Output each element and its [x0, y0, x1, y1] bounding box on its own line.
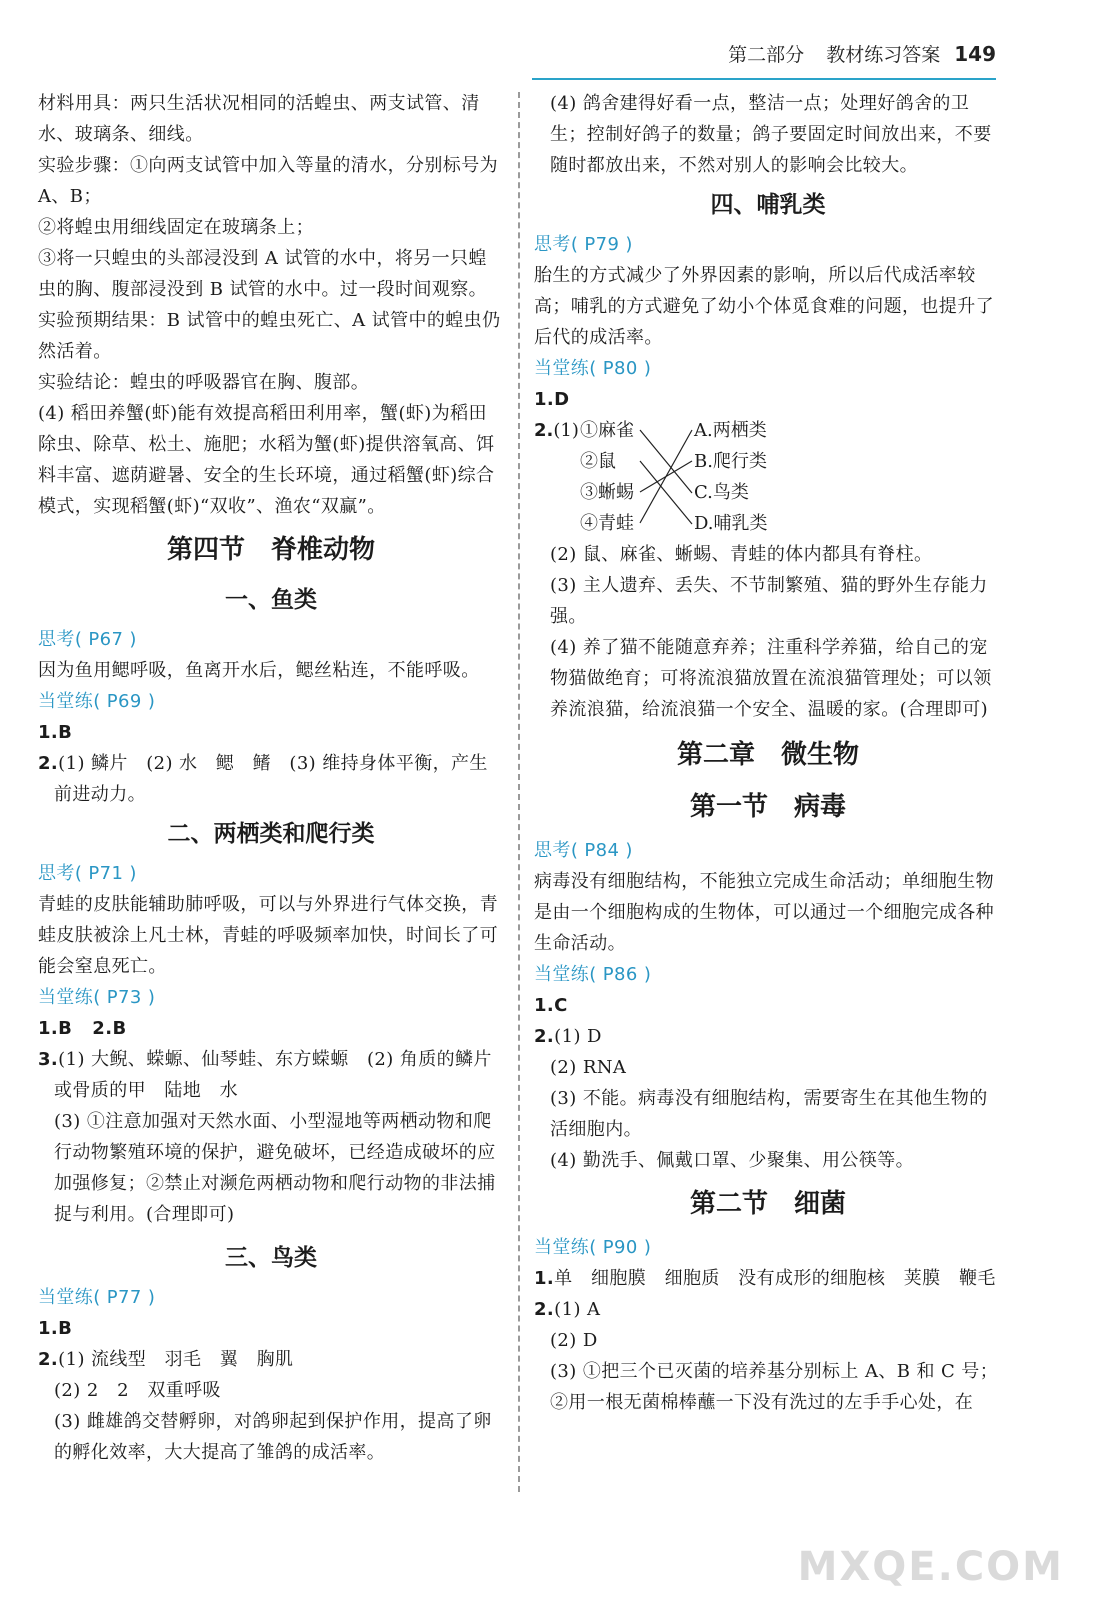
- bird-answer-2-part4: (4) 鸽舍建得好看一点，整洁一点；处理好鸽舍的卫生；控制好鸽子的数量；鸽子要固定时间放出来，不要随时都放出来，不然对别人的影响会比较大。: [550, 93, 992, 176]
- amph-answer-1-2: 1.B 2.B: [38, 1018, 127, 1039]
- bacteria-answer-2: 2.(1) A: [534, 1299, 601, 1320]
- mammal-think-text: 胎生的方式减少了外界因素的影响，所以后代成活率较高；哺乳的方式避免了幼小个体觅食难的问题，也提升了后代的成活率。: [534, 265, 994, 348]
- virus-answer-2: 2.(1) D: [534, 1026, 602, 1047]
- match-right-d: D.哺乳类: [694, 513, 768, 534]
- matching-diagram: [534, 415, 1002, 539]
- bird-answer-2: 2.(1) 流线型 羽毛 翼 胸肌: [38, 1349, 294, 1370]
- right-column: [534, 88, 1002, 1418]
- watermark: MXQE.COM: [797, 1544, 1064, 1590]
- think-label-fish: 思考( P67 ): [38, 629, 137, 650]
- bacteria-answer-2-part3: (3) ①把三个已灭菌的培养基分别标上 A、B 和 C 号；: [550, 1361, 999, 1382]
- practice-label-amph: 当堂练( P73 ): [38, 987, 156, 1008]
- chapter-heading-microbes: 第二章 微生物: [676, 740, 859, 770]
- fish-answer-2: 2.(1) 鳞片 (2) 水 鳃 鳍 (3) 维持身体平衡，产生前进动力。: [38, 753, 488, 805]
- mammal-answer-2-sub: (1): [553, 420, 579, 441]
- section-heading-vertebrates: 第四节 脊椎动物: [166, 535, 375, 565]
- practice-label-mammal: 当堂练( P80 ): [534, 358, 652, 379]
- materials-text: 材料用具：两只生活状况相同的活蝗虫、两支试管、清水、玻璃条、细线。: [38, 93, 480, 145]
- matching-lines: [638, 415, 698, 539]
- section-heading-bacteria: 第二节 细菌: [689, 1189, 846, 1219]
- bird-answer-2-part2: (2) 2 2 双重呼吸: [54, 1380, 221, 1401]
- practice-label-fish: 当堂练( P69 ): [38, 691, 156, 712]
- header-section: 第二部分: [728, 44, 805, 66]
- match-left-2: ②鼠: [580, 451, 616, 472]
- virus-answer-2-part3: (3) 不能。病毒没有细胞结构，需要寄生在其他生物的活细胞内。: [550, 1088, 988, 1140]
- match-line-1-c: [640, 430, 692, 493]
- subheading-amphibians: 二、两栖类和爬行类: [167, 821, 375, 847]
- mammal-answer-1: 1.D: [534, 389, 570, 410]
- subheading-mammals: 四、哺乳类: [710, 192, 826, 218]
- virus-think-text: 病毒没有细胞结构，不能独立完成生命活动；单细胞生物是由一个细胞构成的生物体，可以通过一个细胞完成各种生命活动。: [534, 871, 994, 954]
- subheading-fish: 一、鱼类: [225, 587, 317, 613]
- step3-text: ③将一只蝗虫的头部浸没到 A 试管的水中，将另一只蝗虫的胸、腹部浸没到 B 试管的水中。过一段时间观察。: [38, 248, 488, 300]
- left-column: [38, 88, 504, 1468]
- mammal-answer-2-part3: (3) 主人遗弃、丢失、不节制繁殖、猫的野外生存能力强。: [550, 575, 988, 627]
- practice-label-virus: 当堂练( P86 ): [534, 964, 652, 985]
- header-rule: [532, 78, 996, 80]
- subheading-birds: 三、鸟类: [225, 1245, 317, 1271]
- header-title: 教材练习答案: [826, 44, 941, 66]
- page-number: 149: [954, 42, 996, 66]
- column-divider: [518, 92, 520, 1492]
- mammal-answer-2-part4: (4) 养了猫不能随意弃养；注重科学养猫，给自己的宠物猫做绝育；可将流浪猫放置在流浪猫管理处；可以领养流浪猫，给流浪猫一个安全、温暖的家。(合理即可): [550, 637, 992, 720]
- mammal-answer-2-num: 2.: [534, 420, 554, 441]
- bird-answer-2-part3: (3) 雌雄鸽交替孵卵，对鸽卵起到保护作用，提高了卵的孵化效率，大大提高了雏鸽的成活率。: [54, 1411, 492, 1463]
- amph-answer-3-part3: (3) ①注意加强对天然水面、小型湿地等两栖动物和爬行动物繁殖环境的保护，避免破坏，已经造成破坏的应加强修复；②禁止对濒危两栖动物和爬行动物的非法捕捉与利用。(合理即可): [54, 1111, 496, 1225]
- match-line-4-a: [640, 430, 692, 523]
- amph-think-text: 青蛙的皮肤能辅助肺呼吸，可以与外界进行气体交换，青蛙皮肤被涂上凡士林，青蛙的呼吸频率加快，时间长了可能会窒息死亡。: [38, 894, 498, 977]
- match-right-a: A.两栖类: [694, 420, 767, 441]
- step2-text: ②将蝗虫用细线固定在玻璃条上；: [38, 217, 314, 238]
- amph-answer-3: 3.(1) 大鲵、蝾螈、仙琴蛙、东方蝾螈 (2) 角质的鳞片或骨质的甲 陆地 水: [38, 1049, 492, 1101]
- virus-answer-1: 1.C: [534, 995, 568, 1016]
- match-line-2-d: [640, 461, 692, 524]
- bacteria-answer-2-part3b: ②用一根无菌棉棒蘸一下没有洗过的左手手心处，在: [550, 1392, 974, 1413]
- fish-answer-1: 1.B: [38, 722, 73, 743]
- match-left-4: ④青蛙: [580, 513, 634, 534]
- page-header: [728, 40, 996, 67]
- think-label-mammal: 思考( P79 ): [534, 234, 633, 255]
- expected-result-text: 实验预期结果：B 试管中的蝗虫死亡、A 试管中的蝗虫仍然活着。: [38, 310, 501, 362]
- match-right-c: C.鸟类: [694, 482, 749, 503]
- rice-crab-text: (4) 稻田养蟹(虾)能有效提高稻田利用率，蟹(虾)为稻田除虫、除草、松土、施肥；水稻为蟹(虾)提供溶氧高、饵料丰富、遮荫避暑、安全的生长环境，通过稻蟹(虾)综合模式，实现稻蟹(虾)“双收”、渔农“双赢”。: [38, 403, 495, 517]
- virus-answer-2-part4: (4) 勤洗手、佩戴口罩、少聚集、用公筷等。: [550, 1150, 915, 1171]
- virus-answer-2-part2: (2) RNA: [550, 1057, 627, 1078]
- think-label-amph: 思考( P71 ): [38, 863, 137, 884]
- practice-label-bacteria: 当堂练( P90 ): [534, 1237, 652, 1258]
- mammal-answer-2-part2: (2) 鼠、麻雀、蜥蜴、青蛙的体内都具有脊柱。: [550, 544, 933, 565]
- match-right-b: B.爬行类: [694, 451, 767, 472]
- section-heading-virus: 第一节 病毒: [689, 792, 846, 822]
- bird-answer-1: 1.B: [38, 1318, 73, 1339]
- practice-label-bird: 当堂练( P77 ): [38, 1287, 156, 1308]
- think-label-virus: 思考( P84 ): [534, 840, 633, 861]
- match-left-1: ①麻雀: [580, 420, 634, 441]
- conclusion-text: 实验结论：蝗虫的呼吸器官在胸、腹部。: [38, 372, 370, 393]
- steps-text: 实验步骤：①向两支试管中加入等量的清水，分别标号为 A、B；: [38, 155, 498, 207]
- fish-think-text: 因为鱼用鳃呼吸，鱼离开水后，鳃丝粘连，不能呼吸。: [38, 660, 480, 681]
- bacteria-answer-1: 1.单 细胞膜 细胞质 没有成形的细胞核 荚膜 鞭毛: [534, 1268, 996, 1289]
- bacteria-answer-2-part2: (2) D: [550, 1330, 598, 1351]
- match-left-3: ③蜥蜴: [580, 482, 634, 503]
